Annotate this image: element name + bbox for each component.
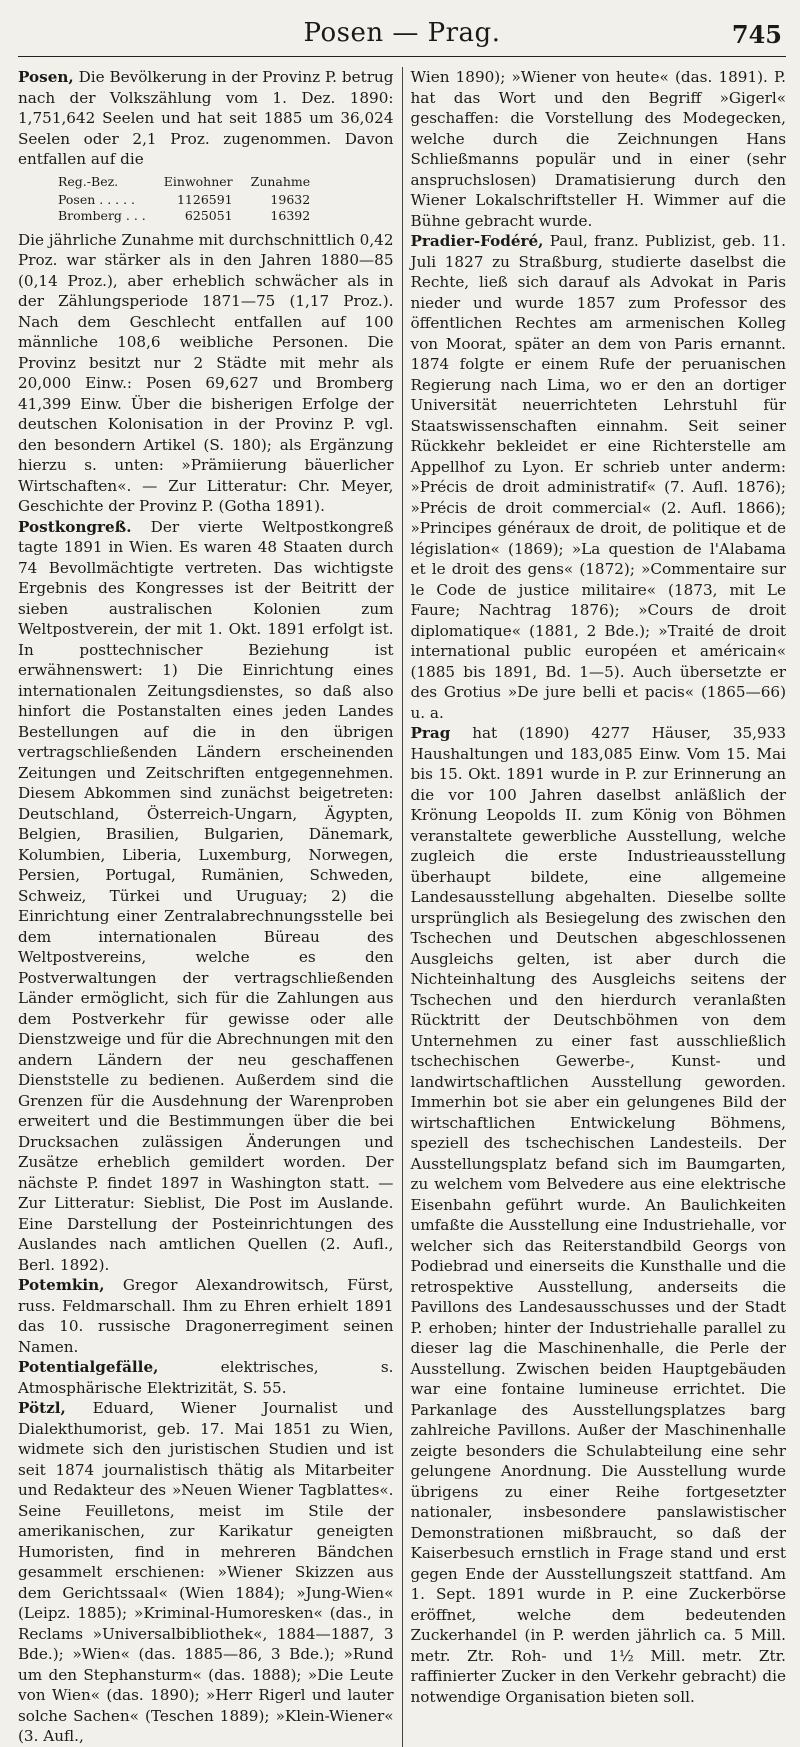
table-cell-zunahme: 19632 (270, 191, 311, 207)
table-cell-einwohner: 625051 (184, 207, 233, 223)
entry-poetzl-text: Eduard, Wiener Journalist und Dialekthumorist, geb. 17. Mai 1851 zu Wien, widmete sich den juristischen Studien und ist seit 1874 journalistisch thätig als Mitarbeiter und Redakteur des »Neuen Wiener Tagblattes«. Seine Feuilletons, meist im Stile der amerikanischen, zur Karikatur geneigten Humoristen, find in mehreren Bändchen gesammelt erschienen: »Wiener Skizzen aus dem Gerichtssaal« (Wien 1884); »Jung-Wien« (Leipz. 1885); »Kriminal-Humoresken« (das., in Reclams »Universalbibliothek«, 1884—1887, 3 Bde.); »Wien« (das. 1885—86, 3 Bde.); »Rund um den Stephansturm« (das. 1888); »Die Leute von Wien« (das. 1890); »Herr Rigerl und lauter solche Sachen« (Teschen 1889); »Klein-Wiener« (3. Aufl., (18, 1399, 394, 1745)
entry-potemkin-text: Gregor Alexandrowitsch, Fürst, russ. Feldmarschall. Ihm zu Ehren erhielt 1891 das 10. russische Dragonerregiment seinen Namen. (18, 1276, 394, 1356)
table-header-row (58, 174, 328, 192)
table-row (58, 192, 328, 208)
entry-pradier-fodere (411, 231, 787, 723)
table-cell-zunahme: 16392 (270, 207, 311, 223)
right-column (402, 67, 787, 1747)
table-header-einwohner: Einwohner (163, 173, 233, 189)
headword-posen: Posen, (18, 68, 74, 86)
table-cell-name: Bromberg . . . (58, 207, 146, 223)
population-table (58, 174, 328, 224)
entry-postkongress (18, 517, 394, 1276)
text-columns (18, 67, 786, 1747)
headword-prag: Prag (410, 724, 451, 742)
entry-potentialgefaelle (18, 1357, 394, 1398)
entry-posen (18, 67, 394, 170)
entry-potemkin (18, 1275, 394, 1357)
table-cell-name: Posen . . . . . (58, 191, 136, 207)
table-cell-einwohner: 1126591 (176, 191, 233, 207)
entry-prag (411, 723, 787, 1707)
page-header (18, 16, 786, 57)
headword-potemkin: Potemkin, (18, 1276, 105, 1294)
entry-potentialgefaelle-text: elektrisches, s. Atmosphärische Elektrizität, S. 55. (18, 1358, 394, 1397)
entry-poetzl (18, 1398, 394, 1747)
entry-posen-text: Die Bevölkerung in der Provinz P. betrug nach der Volkszählung vom 1. Dez. 1890: 1,751,642 Seelen und hat seit 1885 um 36,024 Seelen oder 2,1 Proz. zugenommen. Davon entfallen auf die (18, 68, 394, 168)
entry-poetzl-continued: Wien 1890); »Wiener von heute« (das. 1891). P. hat das Wort und den Begriff »Gigerl« geschaffen: die Vorstellung des Modegecken, welche durch die Zeichnungen Hans Schließmanns populär und in einer (sehr anspruchslosen) Dramatisierung durch den Wiener Lokalschriftsteller H. Wimmer auf die Bühne gebracht wurde. (410, 68, 786, 230)
left-column (18, 67, 394, 1747)
entry-postkongress-text: Der vierte Weltpostkongreß tagte 1891 in Wien. Es waren 48 Staaten durch 74 Bevollmächtigte vertreten. Das wichtigste Ergebnis des Kongresses ist der Beitritt der sieben australischen Kolonien zum Weltpostverein, der mit 1. Okt. 1891 erfolgt ist. In posttechnischer Beziehung ist erwähnenswert: 1) Die Einrichtung eines internationalen Zeitungsdienstes, so daß also hinfort die Postanstalten eines jeden Landes Bestellungen auf die in den übrigen vertragschließenden Ländern erscheinenden Zeitungen und Zeitschriften entgegennehmen. Diesem Abkommen sind zunächst beigetreten: Deutschland, Österreich-Ungarn, Ägypten, Belgien, Brasilien, Bulgarien, Dänemark, Kolumbien, Liberia, Luxemburg, Norwegen, Persien, Portugal, Rumänien, Schweden, Schweiz, Türkei und Uruguay; 2) die Einrichtung einer Zentralabrechnungsstelle bei dem internationalen Büreau des Weltpostvereins, welche es den Postverwaltungen der vertragschließenden Länder ermöglicht, sich für die Zahlungen aus dem Postverkehr für gewisse oder alle Dienstzweige und für die Abrechnungen mit den andern Ländern der neu geschaffenen Dienststelle zu bedienen. Außerdem sind die Grenzen für die Ausdehnung der Warenproben erweitert und die Bestimmungen über die bei Drucksachen zulässigen Änderungen und Zusätze erheblich gemildert worden. Der nächste P. findet 1897 in Washington statt. — Zur Litteratur: Sieblist, Die Post im Auslande. Eine Darstellung der Posteinrichtungen des Auslandes nach amtlichen Quellen (2. Aufl., Berl. 1892). (18, 517, 394, 1274)
page-number: 745 (731, 20, 782, 49)
entry-posen-continued: Die jährliche Zunahme mit durchschnittlich 0,42 Proz. war stärker als in den Jahren 1880—85 (0,14 Proz.), aber erheblich schwächer als in der Zählungsperiode 1871—75 (1,17 Proz.). Nach dem Geschlecht entfallen auf 100 männliche 108,6 weibliche Personen. Die Provinz besitzt nur 2 Städte mit mehr als 20,000 Einw.: Posen 69,627 und Bromberg 41,399 Einw. Über die bisherigen Erfolge der deutschen Kolonisation in der Provinz P. vgl. den besondern Artikel (S. 180); als Ergänzung hierzu s. unten: »Prämiierung bäuerlicher Wirtschaften«. — Zur Litteratur: Chr. Meyer, Geschichte der Provinz P. (Gotha 1891). (18, 230, 394, 515)
entry-pradier-fodere-text: Paul, franz. Publizist, geb. 11. Juli 1827 zu Straßburg, studierte daselbst die Rechte, ließ sich darauf als Advokat in Paris nieder und wurde 1857 zum Professor des öffentlichen Rechtes am armenischen Kolleg von Moorat, später an dem von Paris ernannt. 1874 folgte er einem Rufe der peruanischen Regierung nach Lima, wo er den an dortiger Universität neuerrichteten Lehrstuhl für Staatswissenschaften einnahm. Seit seiner Rückkehr bekleidet er eine Richterstelle am Appellhof zu Lyon. Er schrieb unter anderm: »Précis de droit administratif« (7. Aufl. 1876); »Précis de droit commercial« (2. Aufl. 1866); »Principes généraux de droit, de politique et de législation« (1869); »La question de l'Alabama et le droit des gens« (1872); »Commentaire sur le Code de justice militaire« (1873, mit Le Faure; Nachtrag 1876); »Cours de droit diplomatique« (1881, 2 Bde.); »Traité de droit international public européen et américain« (1885 bis 1891, Bd. 1—5). Auch übersetzte er des Grotius »De jure belli et pacis« (1865—66) u. a. (410, 232, 786, 722)
headword-poetzl: Pötzl, (18, 1399, 66, 1417)
headword-pradier-fodere: Pradier-Fodéré, (410, 232, 544, 250)
entry-prag-text: hat (1890) 4277 Häuser, 35,933 Haushaltungen und 183,085 Einw. Vom 15. Mai bis 15. Okt. 1891 wurde in P. zur Erinnerung an die vor 100 Jahren daselbst anläßlich der Krönung Leopolds II. zum König von Böhmen veranstaltete gewerbliche Ausstellung, welche zugleich die erste Industrieausstellung überhaupt bildete, eine allgemeine Landesausstellung abgehalten. Dieselbe sollte ursprünglich als Besiegelung des zwischen den Tschechen und Deutschen abgeschlossenen Ausgleichs gelten, ist aber durch die Nichteinhaltung des Ausgleichs seitens der Tschechen und den hierdurch veranlaßten Rücktritt der Deutschböhmen von dem Unternehmen zu einer fast ausschließlich tschechischen Gewerbe-, Kunst- und landwirtschaftlichen Ausstellung geworden. Immerhin bot sie aber ein gelungenes Bild der wirtschaftlichen Entwickelung Böhmens, speziell des tschechischen Landesteils. Der Ausstellungsplatz befand sich im Baumgarten, zu welchem vom Belvedere aus eine elektrische Eisenbahn geführt wurde. An Baulichkeiten umfaßte die Ausstellung eine Industriehalle, vor welcher sich das Reiterstandbild Georgs von Podiebrad und einerseits die Kunsthalle und die retrospektive Ausstellung, anderseits die Pavillons des Landesausschusses und der Stadt P. erhoben; hinter der Industriehalle parallel zu dieser lag die Maschinenhalle, die Perle der Ausstellung. Zwischen beiden Hauptgebäuden war eine fontaine lumineuse errichtet. Die Parkanlage des Ausstellungsplatzes barg zahlreiche Pavillons. Außer der Maschinenhalle zeigte besonders die Schulabteilung eine sehr gelungene Anordnung. Die Ausstellung wurde übrigens zu einer Reihe fortgesetzter nationaler, insbesondere panslawistischer Demonstrationen mißbraucht, so daß der Kaiserbesuch ernstlich in Frage stand und erst gegen Ende der Ausstellungszeit stattfand. Am 1. Sept. 1891 wurde in P. eine Zuckerbörse eröffnet, welche dem bedeutenden Zuckerhandel (in P. werden jährlich ca. 5 Mill. metr. Ztr. Roh- und 1½ Mill. metr. Ztr. raffinierter Zucker in den Verkehr gebracht) die notwendige Organisation bieten soll. (410, 724, 786, 1706)
headword-postkongress: Postkongreß. (18, 517, 132, 536)
table-header-regbez: Reg.-Bez. (58, 173, 119, 189)
running-title: Posen — Prag. (303, 18, 501, 48)
table-header-zunahme: Zunahme (250, 173, 311, 189)
table-row (58, 208, 328, 224)
headword-potentialgefaelle: Potentialgefälle, (18, 1358, 159, 1376)
